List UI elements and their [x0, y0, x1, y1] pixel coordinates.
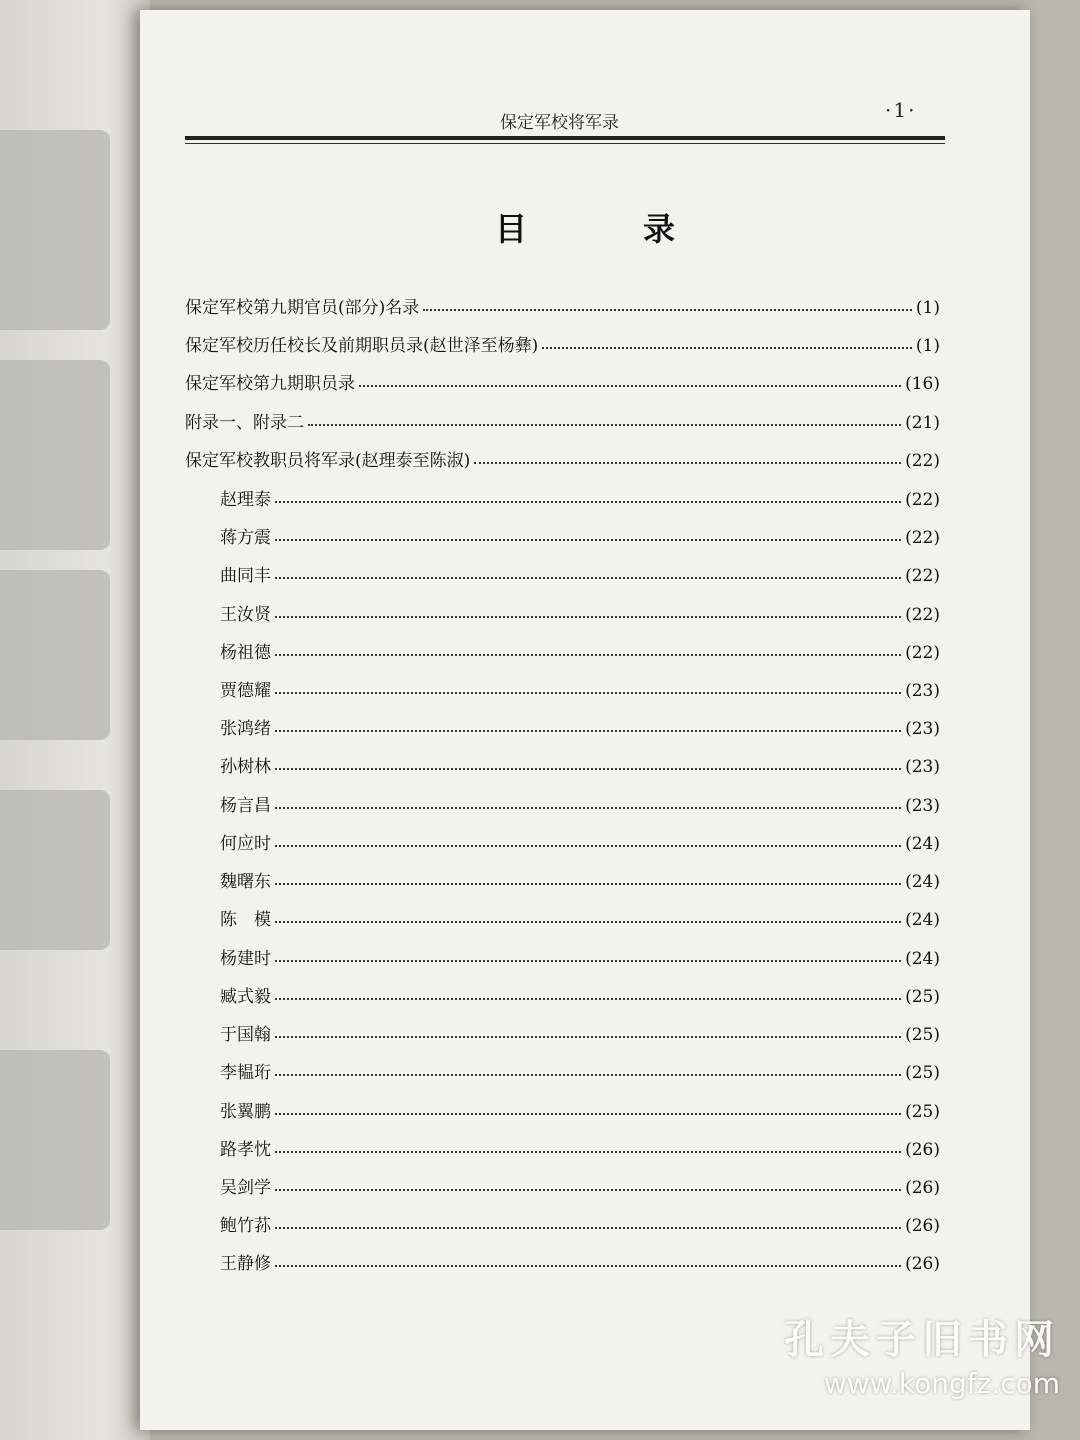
toc-dot-leader — [275, 729, 901, 732]
toc-entry-title: 附录一、附录二 — [185, 413, 304, 433]
toc-entry-title: 李韫珩 — [220, 1063, 271, 1083]
toc-entry-title: 保定军校第九期官员(部分)名录 — [185, 298, 420, 318]
toc-entry-title: 路孝忱 — [220, 1140, 271, 1160]
toc-entry-title: 吴剑学 — [220, 1178, 271, 1198]
toc-entry — [220, 824, 940, 854]
toc-entry — [220, 1092, 940, 1122]
toc-entry — [220, 671, 940, 701]
toc-entry-page: (16) — [905, 374, 940, 394]
toc-dot-leader — [474, 461, 901, 464]
header-rule — [185, 136, 945, 140]
toc-dot-leader — [275, 882, 901, 885]
toc-entry-page: (22) — [905, 566, 940, 586]
toc-entry-title: 臧式毅 — [220, 987, 271, 1007]
toc-entry-page: (26) — [905, 1178, 940, 1198]
toc-entry-page: (23) — [905, 757, 940, 777]
toc-entry-title: 张鸿绪 — [220, 719, 271, 739]
toc-entry-page: (25) — [905, 1063, 940, 1083]
toc-entry-title: 保定军校教职员将军录(赵理泰至陈淑) — [185, 451, 471, 471]
toc-dot-leader — [275, 844, 901, 847]
toc-entry — [220, 595, 940, 625]
toc-entry-page: (1) — [915, 298, 940, 318]
toc-entry-page: (23) — [905, 681, 940, 701]
toc-entry-title: 孙树林 — [220, 757, 271, 777]
toc-entry — [220, 977, 940, 1007]
toc-dot-leader — [359, 384, 901, 387]
toc-dot-leader — [275, 767, 901, 770]
left-page-photo — [0, 360, 110, 550]
toc-entry-page: (21) — [905, 413, 940, 433]
toc-dot-leader — [275, 538, 901, 541]
toc-dot-leader — [275, 691, 901, 694]
left-page-photo — [0, 1050, 110, 1230]
watermark-url: www.kongfz.com — [823, 1367, 1060, 1400]
toc-entry-title: 鲍竹荪 — [220, 1216, 271, 1236]
toc-dot-leader — [275, 576, 901, 579]
toc-entry — [220, 939, 940, 969]
toc-entry — [220, 709, 940, 739]
running-header-title: 保定军校将军录 — [500, 113, 619, 133]
toc-dot-leader — [275, 997, 901, 1000]
toc-entry — [185, 403, 940, 433]
toc-entry-title: 魏曙东 — [220, 872, 271, 892]
toc-entry-page: (22) — [905, 643, 940, 663]
toc-entry — [185, 441, 940, 471]
toc-entry-title: 杨言昌 — [220, 796, 271, 816]
toc-entry-title: 保定军校历任校长及前期职员录(赵世泽至杨彝) — [185, 336, 539, 356]
toc-dot-leader — [275, 1264, 901, 1267]
toc-entry-page: (22) — [905, 490, 940, 510]
toc-dot-leader — [423, 308, 912, 311]
toc-entry — [220, 1015, 940, 1045]
toc-entry-title: 于国翰 — [220, 1025, 271, 1045]
toc-dot-leader — [275, 653, 901, 656]
watermark — [784, 1308, 1060, 1400]
toc-entry-title: 张翼鹏 — [220, 1102, 271, 1122]
toc-entry-page: (24) — [905, 949, 940, 969]
toc-entry-title: 杨建时 — [220, 949, 271, 969]
left-page-photo — [0, 130, 110, 330]
toc-entry-title: 杨祖德 — [220, 643, 271, 663]
toc-entry-page: (24) — [905, 910, 940, 930]
toc-dot-leader — [275, 1073, 901, 1076]
toc-entry — [220, 633, 940, 663]
toc-dot-leader — [275, 1035, 901, 1038]
toc-entry-page: (25) — [905, 1102, 940, 1122]
toc-entry-page: (26) — [905, 1216, 940, 1236]
toc-entry — [220, 862, 940, 892]
toc-entry — [185, 326, 940, 356]
page-number: ·1· — [885, 98, 917, 122]
header-rule-thin — [185, 143, 945, 144]
toc-entry — [220, 786, 940, 816]
toc-dot-leader — [542, 346, 912, 349]
toc-entry — [220, 1130, 940, 1160]
toc-entry-title: 贾德耀 — [220, 681, 271, 701]
toc-entry — [220, 1053, 940, 1083]
toc-entry-page: (23) — [905, 719, 940, 739]
toc-entry — [220, 480, 940, 510]
toc-dot-leader — [275, 1150, 901, 1153]
toc-entry-title: 曲同丰 — [220, 566, 271, 586]
toc-entry-page: (22) — [905, 451, 940, 471]
toc-entry-title: 王汝贤 — [220, 605, 271, 625]
toc-entry-page: (24) — [905, 872, 940, 892]
toc-entry-page: (26) — [905, 1140, 940, 1160]
toc-entry-title: 王静修 — [220, 1254, 271, 1274]
toc-dot-leader — [308, 423, 901, 426]
toc-entry — [220, 1206, 940, 1236]
toc-entry — [220, 747, 940, 777]
toc-dot-leader — [275, 806, 901, 809]
toc-entry-title: 陈 模 — [220, 910, 271, 930]
toc-entry-page: (23) — [905, 796, 940, 816]
toc-dot-leader — [275, 1226, 901, 1229]
toc-dot-leader — [275, 920, 901, 923]
toc-entry-page: (24) — [905, 834, 940, 854]
toc-dot-leader — [275, 959, 901, 962]
watermark-name: 孔夫子旧书网 — [784, 1317, 1060, 1363]
toc-entry — [220, 900, 940, 930]
toc-entry — [185, 364, 940, 394]
toc-entry-page: (22) — [905, 605, 940, 625]
toc-dot-leader — [275, 615, 901, 618]
toc-entry — [185, 288, 940, 318]
toc-dot-leader — [275, 1112, 901, 1115]
left-page-photo — [0, 790, 110, 950]
toc-entry-title: 保定军校第九期职员录 — [185, 374, 355, 394]
toc-entry-page: (22) — [905, 528, 940, 548]
book-page — [140, 10, 1030, 1430]
left-page-photo — [0, 570, 110, 740]
toc-entry — [220, 1244, 940, 1274]
toc-entry-title: 蒋方震 — [220, 528, 271, 548]
toc-entry — [220, 556, 940, 586]
toc-entry-page: (25) — [905, 1025, 940, 1045]
toc-dot-leader — [275, 500, 901, 503]
toc-dot-leader — [275, 1188, 901, 1191]
toc-entry-title: 何应时 — [220, 834, 271, 854]
toc-heading: 目 录 — [495, 210, 718, 248]
toc-entry-page: (1) — [915, 336, 940, 356]
toc-entry — [220, 518, 940, 548]
toc-entry-page: (26) — [905, 1254, 940, 1274]
toc-entry — [220, 1168, 940, 1198]
toc-entry-page: (25) — [905, 987, 940, 1007]
left-page — [0, 0, 150, 1440]
toc-entry-title: 赵理泰 — [220, 490, 271, 510]
